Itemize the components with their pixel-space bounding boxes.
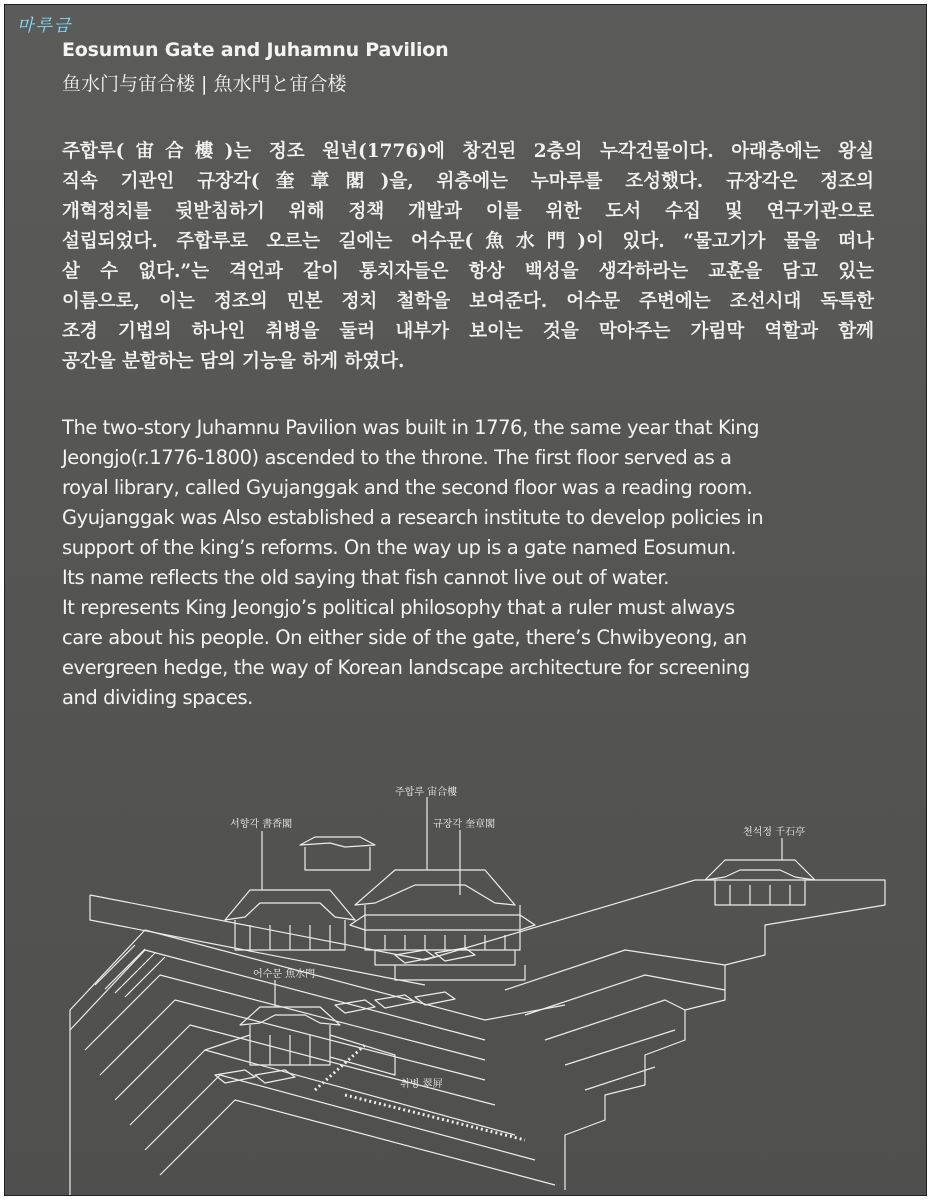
english-line: support of the king’s reforms. On the way up is a gate named Eosumun. bbox=[62, 536, 737, 559]
english-line: It represents King Jeongjo’s political philosophy that a ruler must always bbox=[62, 596, 735, 619]
label-seohyanggak: 서향각 書香閣 bbox=[230, 819, 293, 830]
label-chwibyeong: 취병 翠屛 bbox=[400, 1079, 443, 1090]
english-description bbox=[62, 413, 876, 713]
label-juhamnu: 주합루 宙合樓 bbox=[395, 787, 458, 798]
label-cheonseokjeong: 천석정 千石亭 bbox=[743, 827, 806, 838]
korean-line: 직속 기관인 규장각(奎章閣)을, 위층에는 누마루를 조성했다. 규장각은 정조의 bbox=[62, 171, 874, 192]
english-line: royal library, called Gyujanggak and the second floor was a reading room. bbox=[62, 476, 753, 499]
english-line: Gyujanggak was Also established a research institute to develop policies in bbox=[62, 506, 764, 529]
english-line: care about his people. On either side of the gate, there’s Chwibyeong, an bbox=[62, 626, 747, 649]
korean-line: 주합루(宙合樓)는 정조 원년(1776)에 창건된 2층의 누각건물이다. 아래층에는 왕실 bbox=[62, 141, 874, 162]
sign-title: Eosumun Gate and Juhamnu Pavilion bbox=[62, 39, 449, 61]
korean-description bbox=[62, 137, 874, 377]
sign-board bbox=[4, 4, 927, 1196]
korean-line: 설립되었다. 주합루로 오르는 길에는 어수문(魚水門)이 있다. “물고기가 물을 떠나 bbox=[62, 231, 874, 252]
korean-line: 조경 기법의 하나인 취병을 둘러 내부가 보이는 것을 막아주는 가림막 역할과 함께 bbox=[62, 321, 874, 342]
korean-line: 살 수 없다.”는 격언과 같이 통치자들은 항상 백성을 생각하라는 교훈을 담고 있는 bbox=[62, 261, 874, 282]
korean-line: 개혁정치를 뒷받침하기 위해 정책 개발과 이를 위한 도서 수집 및 연구기관으로 bbox=[62, 201, 874, 222]
label-eosumun: 어수문 魚水門 bbox=[253, 969, 316, 980]
english-line: The two-story Juhamnu Pavilion was built in 1776, the same year that King bbox=[62, 416, 760, 439]
english-line: evergreen hedge, the way of Korean landscape architecture for screening bbox=[62, 656, 750, 679]
sign-subtitle: 鱼水门与宙合楼 | 魚水門と宙合楼 bbox=[62, 73, 347, 95]
watermark: 마루금 bbox=[17, 16, 73, 36]
korean-line: 이름으로, 이는 정조의 민본 정치 철학을 보여준다. 어수문 주변에는 조선시대 독특한 bbox=[62, 291, 874, 312]
korean-line: 공간을 분할하는 담의 기능을 하게 하였다. bbox=[62, 351, 405, 372]
site-line-drawing bbox=[65, 775, 895, 1195]
label-gyujanggak: 규장각 奎章閣 bbox=[433, 819, 496, 830]
english-line: Its name reflects the old saying that fish cannot live out of water. bbox=[62, 566, 669, 589]
english-line: Jeongjo(r.1776-1800) ascended to the throne. The first floor served as a bbox=[62, 446, 732, 469]
english-line: and dividing spaces. bbox=[62, 686, 253, 709]
